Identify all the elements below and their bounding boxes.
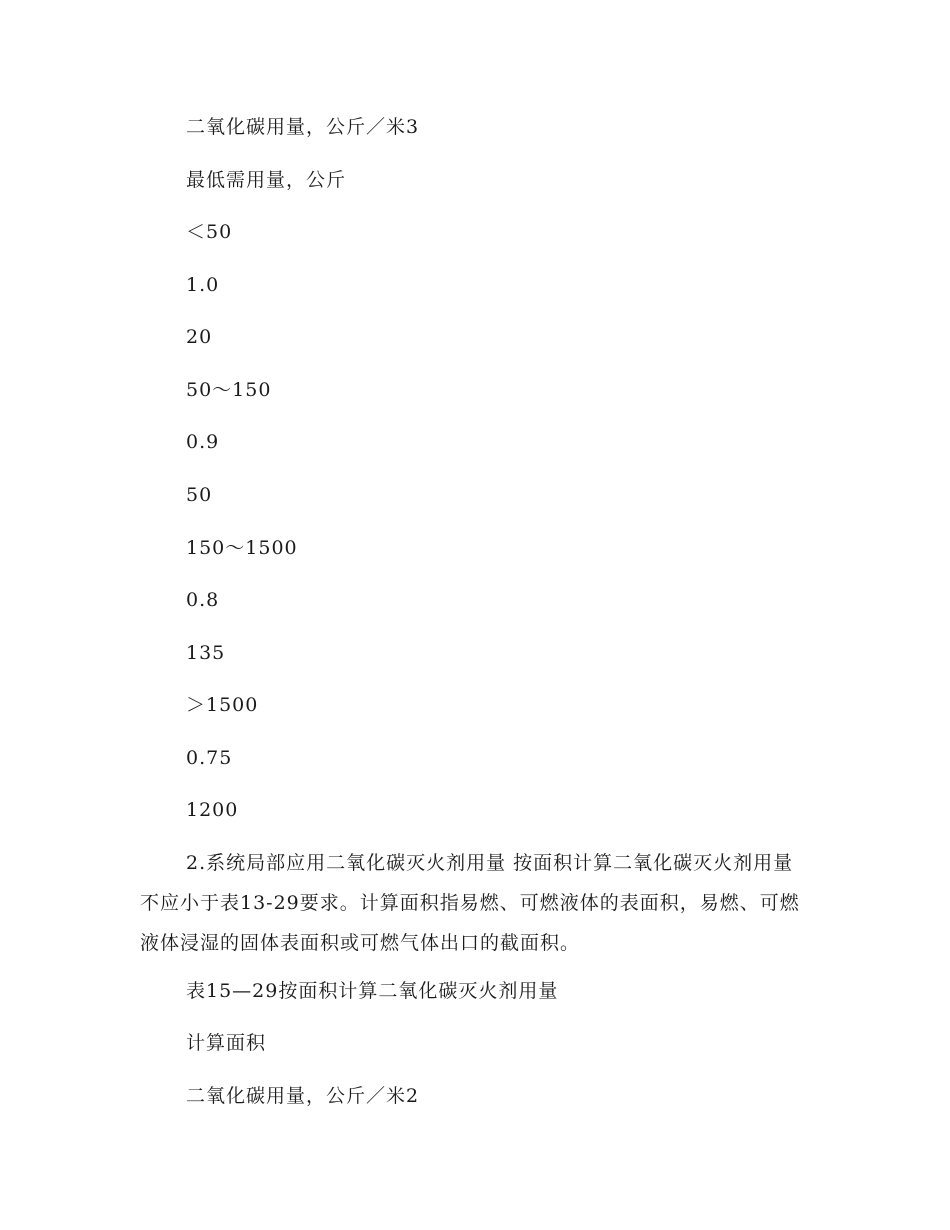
text-line: ＞1500 — [186, 694, 259, 716]
text-line: 135 — [186, 642, 226, 664]
table-caption: 表15—29按面积计算二氧化碳灭火剂用量 — [186, 980, 559, 1002]
text-line: 最低需用量，公斤 — [186, 169, 347, 191]
text-line: ＜50 — [186, 221, 233, 243]
text-line: 二氧化碳用量，公斤／米3 — [186, 116, 420, 138]
text-line: 50 — [186, 484, 213, 506]
text-line: 20 — [186, 326, 213, 348]
text-line: 0.9 — [186, 431, 220, 453]
text-line: 计算面积 — [186, 1032, 267, 1054]
text-line: 150～1500 — [186, 537, 298, 559]
text-line: 50～150 — [186, 379, 272, 401]
text-line: 二氧化碳用量，公斤／米2 — [186, 1085, 420, 1107]
text-line: 1200 — [186, 799, 239, 821]
text-line: 0.8 — [186, 589, 220, 611]
text-line: 1.0 — [186, 274, 220, 296]
body-paragraph: 2.系统局部应用二氧化碳灭火剂用量 按面积计算二氧化碳灭火剂用量不应小于表13-29要求。计算面积指易燃、可燃液体的表面积，易燃、可燃液体浸湿的固体表面积或可燃气体出口的截面积。 — [140, 852, 800, 954]
text-line: 0.75 — [186, 747, 233, 769]
